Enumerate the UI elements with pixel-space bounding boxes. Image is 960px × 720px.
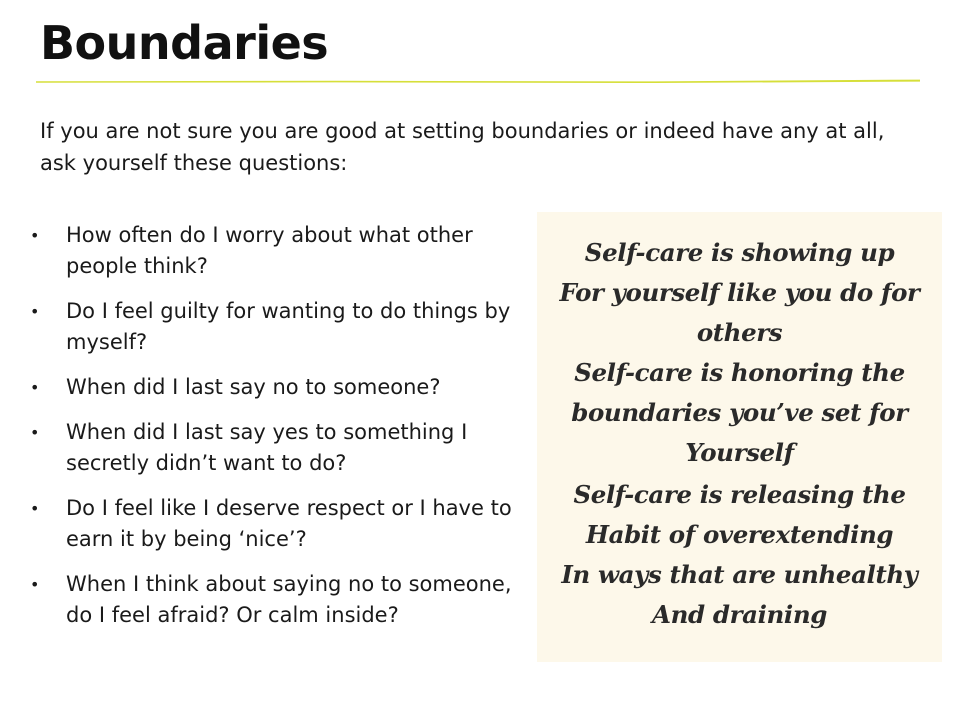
bullet-icon: •: [30, 226, 40, 245]
quote-line: Yourself: [685, 438, 794, 467]
list-item: [30, 417, 530, 479]
list-item: [30, 296, 530, 358]
question-list: [30, 220, 530, 645]
quote-line: Habit of overextending: [585, 520, 894, 549]
quote-line: others: [696, 318, 783, 347]
quote-line: And draining: [652, 600, 827, 629]
quote-line: In ways that are unhealthy: [561, 560, 918, 589]
title-underline: [36, 78, 920, 83]
list-item: [30, 493, 530, 555]
bullet-icon: •: [30, 378, 40, 397]
bullet-icon: •: [30, 302, 40, 321]
question-text: When did I last say no to someone?: [66, 375, 441, 399]
bullet-icon: •: [30, 499, 40, 518]
bullet-icon: •: [30, 423, 40, 442]
quote-image: [537, 212, 942, 662]
quote-line: Self-care is releasing the: [573, 480, 906, 509]
question-text: Do I feel like I deserve respect or I have to earn it by being ‘nice’?: [66, 496, 512, 551]
question-text: Do I feel guilty for wanting to do things by myself?: [66, 299, 511, 354]
bullet-icon: •: [30, 575, 40, 594]
page-title: Boundaries: [40, 16, 329, 70]
question-text: When did I last say yes to something I secretly didn’t want to do?: [66, 420, 468, 475]
quote-line: For yourself like you do for: [559, 278, 920, 307]
intro-text: If you are not sure you are good at setting boundaries or indeed have any at all, ask yourself these questions:: [40, 119, 885, 175]
list-item: [30, 372, 530, 403]
quote-line: Self-care is honoring the: [574, 358, 905, 387]
question-text: How often do I worry about what other people think?: [66, 223, 473, 278]
quote-line: boundaries you’ve set for: [571, 398, 908, 427]
quote-line: Self-care is showing up: [584, 238, 895, 267]
question-text: When I think about saying no to someone, do I feel afraid? Or calm inside?: [66, 572, 512, 627]
list-item: [30, 569, 530, 631]
list-item: [30, 220, 530, 282]
